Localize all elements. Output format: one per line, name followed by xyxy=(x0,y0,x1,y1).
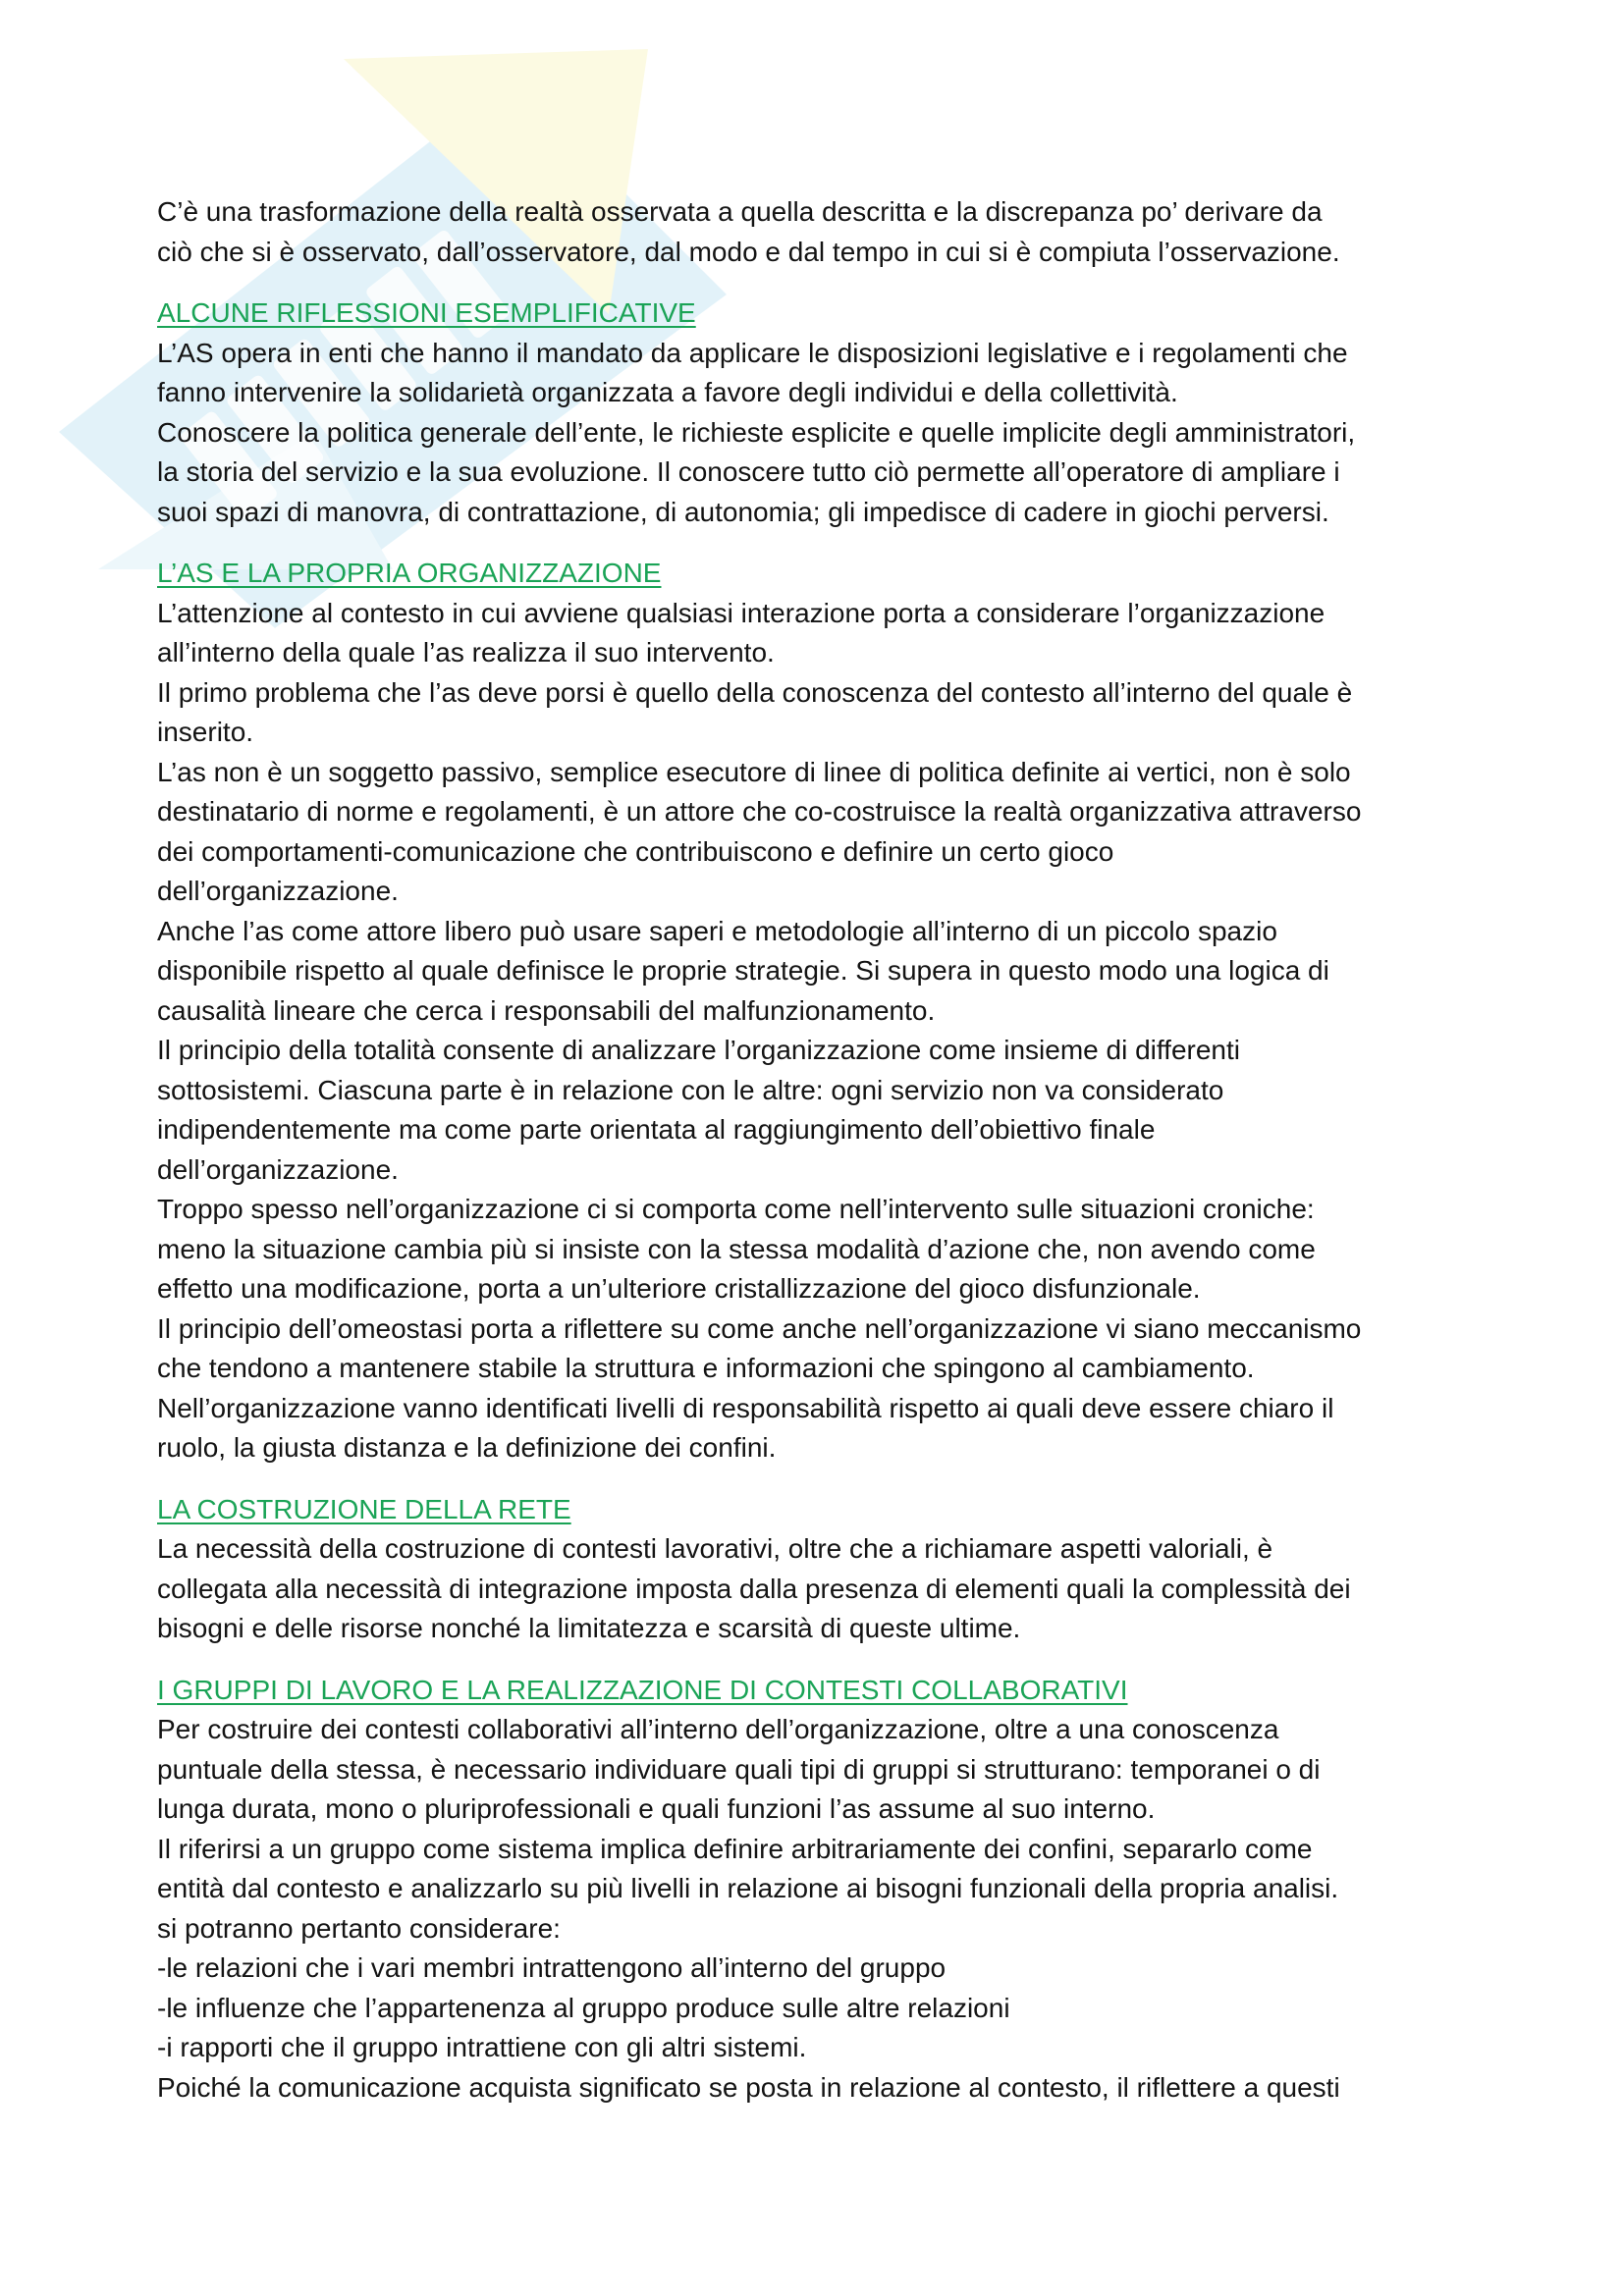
text-line: L’as non è un soggetto passivo, semplice esecutore di linee di politica definite ai vertici, non è solo xyxy=(157,756,1351,787)
text-line: La necessità della costruzione di contesti lavorativi, oltre che a richiamare aspetti valoriali, è xyxy=(157,1533,1273,1564)
text-line: -le influenze che l’appartenenza al gruppo produce sulle altre relazioni xyxy=(157,1992,1010,2023)
text-line: Nell’organizzazione vanno identificati livelli di responsabilità rispetto ai quali deve essere chiaro il xyxy=(157,1392,1334,1423)
text-line: L’AS opera in enti che hanno il mandato da applicare le disposizioni legislative e i regolamenti che xyxy=(157,337,1348,368)
text-line: bisogni e delle risorse nonché la limitatezza e scarsità di queste ultime. xyxy=(157,1613,1021,1643)
intro-line: ciò che si è osservato, dall’osservatore, dal modo e dal tempo in cui si è compiuta l’osservazione. xyxy=(157,236,1340,267)
text-line: dei comportamenti-comunicazione che contribuiscono e definire un certo gioco xyxy=(157,835,1114,867)
intro-line: C’è una trasformazione della realtà osservata a quella descritta e la discrepanza po’ derivare da xyxy=(157,196,1323,227)
text-line: sottosistemi. Ciascuna parte è in relazione con le altre: ogni servizio non va considerato xyxy=(157,1074,1224,1105)
text-line: si potranno pertanto considerare: xyxy=(157,1912,561,1944)
text-line: la storia del servizio e la sua evoluzione. Il conoscere tutto ciò permette all’operatore di ampliare i xyxy=(157,456,1340,487)
text-line: all’interno della quale l’as realizza il suo intervento. xyxy=(157,637,775,667)
text-line: Poiché la comunicazione acquista significato se posta in relazione al contesto, il riflettere a questi xyxy=(157,2071,1340,2103)
text-line: entità dal contesto e analizzarlo su più livelli in relazione ai bisogni funzionali della propria analisi. xyxy=(157,1873,1339,1903)
text-line: puntuale della stessa, è necessario individuare quali tipi di gruppi si strutturano: temporanei o di xyxy=(157,1753,1321,1785)
text-line: destinatario di norme e regolamenti, è un attore che co-costruisce la realtà organizzativa attraverso xyxy=(157,796,1362,827)
text-line: collegata alla necessità di integrazione imposta dalla presenza di elementi quali la complessità dei xyxy=(157,1573,1351,1604)
section-heading: ALCUNE RIFLESSIONI ESEMPLIFICATIVE xyxy=(157,297,696,328)
text-line: dell’organizzazione. xyxy=(157,876,399,906)
text-line: Il principio della totalità consente di analizzare l’organizzazione come insieme di differenti xyxy=(157,1035,1240,1065)
section-heading: LA COSTRUZIONE DELLA RETE xyxy=(157,1493,571,1524)
text-line: -le relazioni che i vari membri intrattengono all’interno del gruppo xyxy=(157,1952,947,1983)
text-line: -i rapporti che il gruppo intrattiene con gli altri sistemi. xyxy=(157,2032,807,2062)
text-line: causalità lineare che cerca i responsabili del malfunzionamento. xyxy=(157,994,936,1026)
document-body xyxy=(157,192,1492,2108)
text-line: dell’organizzazione. xyxy=(157,1153,399,1185)
text-line: fanno intervenire la solidarietà organizzata a favore degli individui e della collettività. xyxy=(157,377,1178,407)
text-line: Troppo spesso nell’organizzazione ci si comporta come nell’intervento sulle situazioni croniche: xyxy=(157,1194,1315,1224)
text-line: L’attenzione al contesto in cui avviene qualsiasi interazione porta a considerare l’organizzazione xyxy=(157,597,1325,628)
text-line: meno la situazione cambia più si insiste con la stessa modalità d’azione che, non avendo come xyxy=(157,1233,1316,1264)
text-line: disponibile rispetto al quale definisce le proprie strategie. Si supera in questo modo una logica di xyxy=(157,955,1329,986)
text-line: Il principio dell’omeostasi porta a riflettere su come anche nell’organizzazione vi siano meccanismo xyxy=(157,1312,1362,1344)
text-line: inserito. xyxy=(157,717,254,747)
section-heading: L’AS E LA PROPRIA ORGANIZZAZIONE xyxy=(157,558,662,588)
text-line: Anche l’as come attore libero può usare saperi e metodologie all’interno di un piccolo spazio xyxy=(157,915,1277,946)
section-heading: I GRUPPI DI LAVORO E LA REALIZZAZIONE DI CONTESTI COLLABORATIVI xyxy=(157,1674,1128,1705)
text-line: lunga durata, mono o pluriprofessionali e quali funzioni l’as assume al suo interno. xyxy=(157,1793,1156,1824)
text-line: Conoscere la politica generale dell’ente, le richieste esplicite e quelle implicite degli amministratori, xyxy=(157,416,1356,448)
text-line: Per costruire dei contesti collaborativi all’interno dell’organizzazione, oltre a una conoscenza xyxy=(157,1714,1279,1744)
text-line: indipendentemente ma come parte orientata al raggiungimento dell’obiettivo finale xyxy=(157,1114,1156,1145)
text-line: effetto una modificazione, porta a un’ulteriore cristallizzazione del gioco disfunzionale. xyxy=(157,1273,1201,1304)
text-line: Il riferirsi a un gruppo come sistema implica definire arbitrariamente dei confini, separarlo come xyxy=(157,1833,1313,1864)
text-line: che tendono a mantenere stabile la struttura e informazioni che spingono al cambiamento. xyxy=(157,1353,1255,1383)
text-line: Il primo problema che l’as deve porsi è quello della conoscenza del contesto all’interno del quale è xyxy=(157,676,1353,708)
text-line: suoi spazi di manovra, di contrattazione, di autonomia; gli impedisce di cadere in giochi perversi. xyxy=(157,496,1329,527)
text-line: ruolo, la giusta distanza e la definizione dei confini. xyxy=(157,1432,777,1463)
